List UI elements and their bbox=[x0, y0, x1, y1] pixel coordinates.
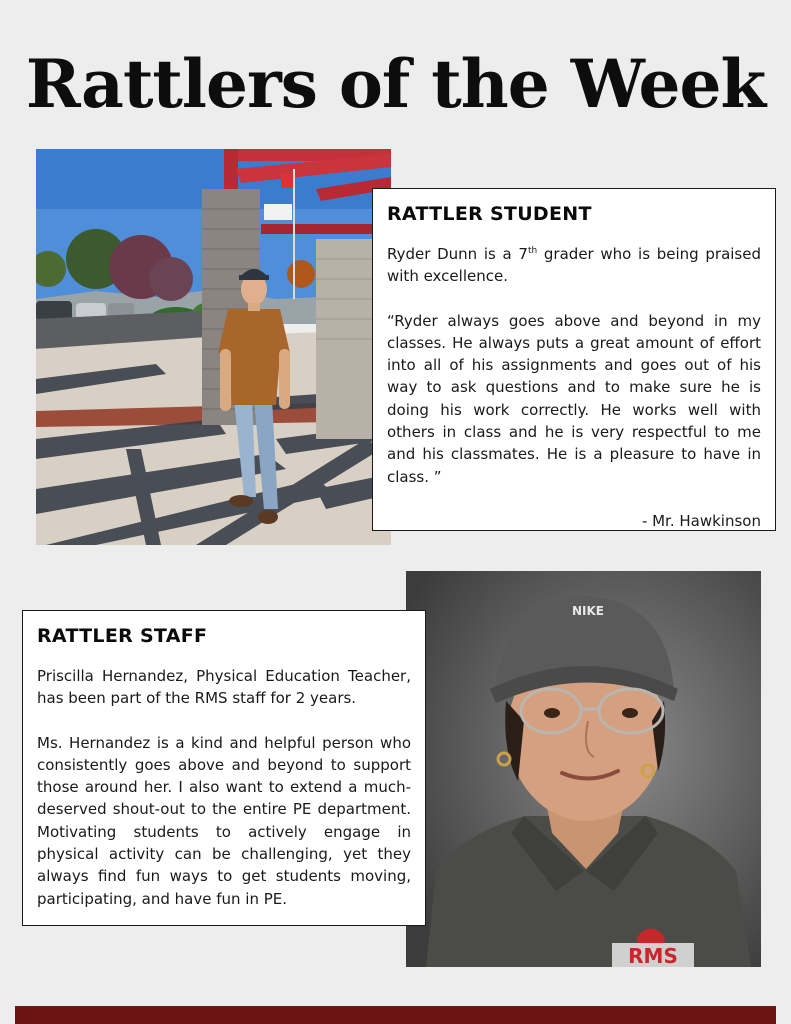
student-intro-sup: th bbox=[527, 246, 538, 256]
staff-body: Ms. Hernandez is a kind and helpful person who consistently goes above and beyond to support those around her. I also want to extend a much-deserved shout-out to the entire PE department. Motivating students to actively engage in physical activity can be challenging, yet they always find fun ways to get students moving, participating, and have fun in PE. bbox=[37, 733, 411, 908]
student-quote: “Ryder always goes above and beyond in my classes. He always puts a great amount of effort into all of his assignments and goes out of his way to ask questions and to make sure he is doing his work correctly. He works well with others in class and he is very respectful to me and his classmates. He is a pleasure to have in class. ” bbox=[387, 311, 761, 486]
student-intro bbox=[387, 243, 761, 288]
student-signature: - Mr. Hawkinson bbox=[641, 511, 761, 530]
student-intro-pre: Ryder Dunn is a 7 bbox=[387, 245, 528, 263]
student-heading: RATTLER STUDENT bbox=[387, 203, 592, 225]
student-card bbox=[372, 188, 776, 531]
student-photo bbox=[36, 149, 391, 545]
staff-intro: Priscilla Hernandez, Physical Education Teacher, has been part of the RMS staff for 2 years. bbox=[37, 667, 411, 708]
staff-photo bbox=[406, 571, 761, 967]
bottom-accent-bar bbox=[15, 1006, 776, 1024]
cap-logo: NIKE bbox=[571, 604, 605, 618]
student-intro-post: grader who is being praised with excellence. bbox=[387, 245, 761, 286]
staff-card bbox=[22, 610, 426, 926]
shirt-logo: RMS bbox=[628, 944, 678, 967]
staff-heading: RATTLER STAFF bbox=[37, 625, 208, 647]
page-title: Rattlers of the Week bbox=[25, 45, 766, 123]
